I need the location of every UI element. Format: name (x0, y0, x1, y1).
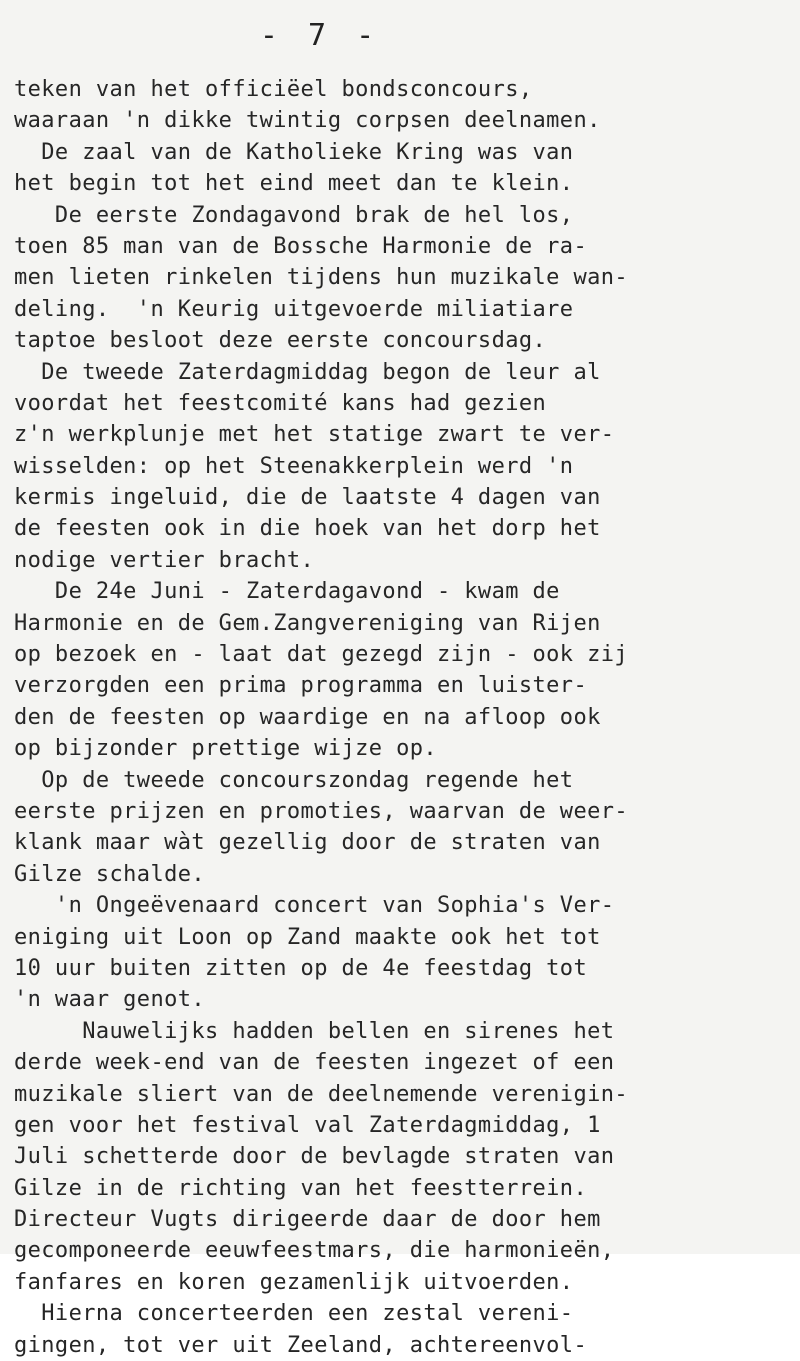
text-line: z'n werkplunje met het statige zwart te ver- (14, 422, 615, 448)
text-line: den de feesten op waardige en na afloop ook (14, 704, 601, 730)
text-line: men lieten rinkelen tijdens hun muzikale wan- (14, 265, 629, 291)
text-line: gingen, tot ver uit Zeeland, achtereenvol- (14, 1332, 588, 1358)
text-line: deling. 'n Keurig uitgevoerde miliatiare (14, 296, 574, 322)
text-line: muzikale sliert van de deelnemende verenigin- (14, 1081, 629, 1107)
text-line: 'n Ongeëvenaard concert van Sophia's Ver- (14, 893, 615, 919)
text-line: gecomponeerde eeuwfeestmars, die harmonieën, (14, 1238, 615, 1264)
text-line: voordat het feestcomité kans had gezien (14, 390, 547, 416)
text-line: verzorgden een prima programma en luister- (14, 673, 588, 699)
text-line: De eerste Zondagavond brak de hel los, (14, 202, 574, 228)
text-line: fanfares en koren gezamenlijk uitvoerden. (14, 1269, 574, 1295)
text-line: gen voor het festival val Zaterdagmiddag, 1 (14, 1112, 601, 1138)
text-line: taptoe besloot deze eerste concoursdag. (14, 328, 547, 354)
body-text (14, 74, 794, 1361)
text-line: teken van het officiëel bondsconcours, (14, 77, 533, 102)
text-line: Gilze schalde. (14, 861, 206, 887)
text-line: kermis ingeluid, die de laatste 4 dagen van (14, 485, 601, 511)
text-line: De tweede Zaterdagmiddag begon de leur al (14, 359, 601, 385)
text-line: Nauwelijks hadden bellen en sirenes het (14, 1018, 615, 1044)
text-line: De zaal van de Katholieke Kring was van (14, 139, 574, 165)
text-line: eerste prijzen en promoties, waarvan de weer- (14, 798, 629, 824)
text-line: klank maar wàt gezellig door de straten van (14, 830, 601, 856)
text-line: 'n waar genot. (14, 987, 206, 1013)
text-line: op bijzonder prettige wijze op. (14, 736, 437, 762)
text-line: Hierna concerteerden een zestal vereni- (14, 1301, 574, 1327)
text-line: Juli schetterde door de bevlagde straten van (14, 1144, 615, 1170)
text-line: eniging uit Loon op Zand maakte ook het tot (14, 924, 601, 950)
text-line: De 24e Juni - Zaterdagavond - kwam de (14, 579, 560, 605)
text-line: op bezoek en - laat dat gezegd zijn - ook zij (14, 642, 629, 668)
text-line: toen 85 man van de Bossche Harmonie de ra- (14, 233, 588, 259)
text-line: Harmonie en de Gem.Zangvereniging van Rijen (14, 610, 601, 636)
text-line: 10 uur buiten zitten op de 4e feestdag tot (14, 955, 588, 981)
text-line: wisselden: op het Steenakkerplein werd 'n (14, 453, 574, 479)
text-line: Directeur Vugts dirigeerde daar de door hem (14, 1207, 601, 1233)
text-line: het begin tot het eind meet dan te klein. (14, 171, 574, 197)
text-line: de feesten ook in die hoek van het dorp het (14, 516, 601, 542)
text-line: Gilze in de richting van het feestterrein. (14, 1175, 588, 1201)
text-line: derde week-end van de feesten ingezet of een (14, 1050, 615, 1076)
text-line: Op de tweede concourszondag regende het (14, 767, 574, 793)
text-line: waaraan 'n dikke twintig corpsen deelnamen. (14, 108, 601, 134)
page-number: - 7 - (259, 18, 381, 53)
text-line: nodige vertier bracht. (14, 547, 315, 573)
